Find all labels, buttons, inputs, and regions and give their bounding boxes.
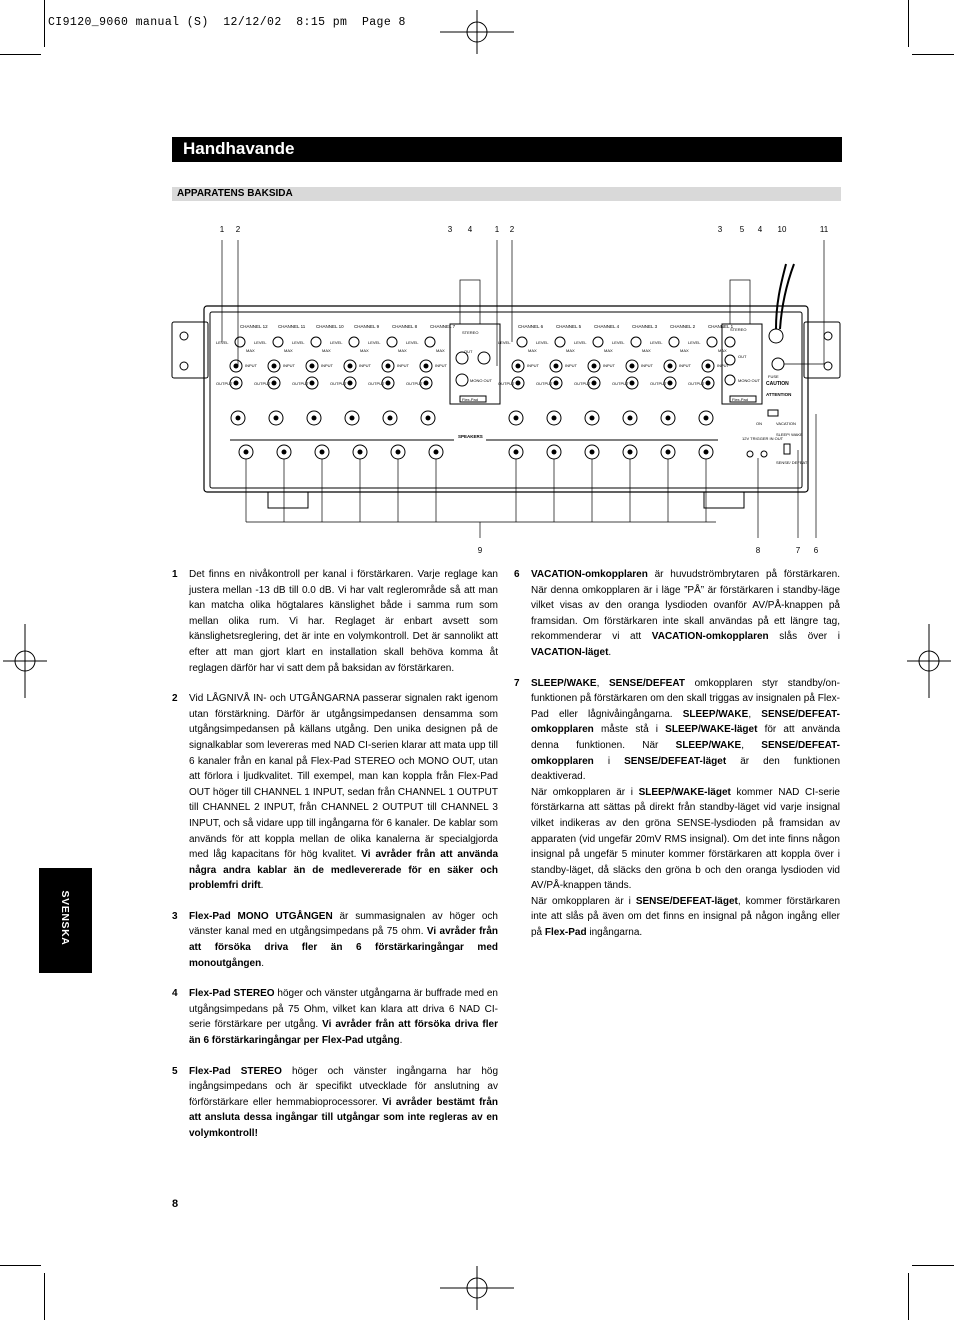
speaker-terminal-center [628,416,633,421]
speaker-terminal-center [552,416,557,421]
input-label: INPUT [321,363,333,368]
rear-panel-diagram [170,220,842,560]
flexpad-tag-label: Flex-Pad [462,397,479,402]
level-label: LEVEL [292,340,305,345]
max-label: MAX [360,348,369,353]
input-label: INPUT [679,363,691,368]
speaker-terminal-center [552,450,557,455]
out-label: OUT [738,354,747,359]
output-jack-pin [348,381,353,386]
stereo-label: STEREO [730,327,747,332]
callout-number: 3 [447,225,453,234]
input-label: INPUT [565,363,577,368]
max-label: MAX [284,348,293,353]
attention-label: ATTENTION [766,392,792,397]
trigger-jack [761,451,767,457]
input-label: INPUT [397,363,409,368]
max-label: MAX [436,348,445,353]
mono-out-label: MONO OUT [470,378,492,383]
callout-number: 10 [777,225,787,234]
max-label: MAX [642,348,651,353]
caution-label: CAUTION [766,381,789,387]
channel-label: CHANNEL 8 [392,324,418,329]
section-title: APPARATENS BAKSIDA [177,188,293,199]
callout-number: 5 [739,225,745,234]
speaker-terminal-center [396,450,401,455]
input-jack-pin [516,364,521,369]
page-title: Handhavande [183,139,295,158]
list-item [514,567,840,661]
rack-ear-left [172,322,208,378]
vacation-label: VACATION [776,421,796,426]
level-knob [631,337,641,347]
level-knob [425,337,435,347]
channel-label: CHANNEL 4 [594,324,620,329]
input-jack-pin [554,364,559,369]
item-text: Det finns en nivåkontroll per kanal i förstärkaren. Varje reglage kan justera mellan -13 dB till 0.0 dB. Vi har valt reglerområde så att man kan matcha olika högtalares känslighet både i samma rum som mellan olika rum. Vi har. Reglaget är enbart avsett som känslighetsreglering, det är inte en volymkontroll. Det är sannolikt att efter att man gjort klart en installation skall behöva komma åt reglagen därför har vi satt dem på baksidan av förstärkaren. [189,569,498,674]
level-knob [669,337,679,347]
registration-mark-left [3,624,47,698]
flexpad-jack [725,375,735,385]
input-label: INPUT [717,363,729,368]
rack-ear-right [804,322,840,378]
speaker-terminal-center [274,416,279,421]
level-knob [311,337,321,347]
level-label: LEVEL [574,340,587,345]
speaker-terminal-center [388,416,393,421]
registration-mark-top [440,10,514,54]
output-jack-pin [516,381,521,386]
list-item [514,676,840,941]
max-label: MAX [322,348,331,353]
trigger-label: 12V TRIGGER IN OUT [742,436,784,441]
level-label: LEVEL [612,340,625,345]
level-knob [387,337,397,347]
speaker-terminal-center [244,450,249,455]
level-knob [235,337,245,347]
flexpad-jack [725,337,735,347]
level-knob [273,337,283,347]
speaker-terminal-center [312,416,317,421]
channel-label: CHANNEL 6 [518,324,544,329]
input-label: INPUT [359,363,371,368]
max-label: MAX [680,348,689,353]
speaker-terminal-center [350,416,355,421]
channel-label: CHANNEL 3 [632,324,658,329]
language-tab [39,868,92,973]
callout-number: 1 [219,225,225,234]
item-number: 2 [172,693,178,705]
flexpad-jack [456,374,468,386]
speaker-terminal-center [514,416,519,421]
callout-bracket [460,280,480,324]
callout-number: 4 [757,225,763,234]
callout-number: 8 [755,546,761,555]
speaker-terminal-center [628,450,633,455]
item-number: 7 [514,677,520,689]
output-label: OUTPUT [650,381,667,386]
callout-number: 4 [467,225,473,234]
channel-label: CHANNEL 11 [278,324,306,329]
rack-ear-hole [180,332,188,340]
output-label: OUTPUT [612,381,629,386]
input-jack-pin [630,364,635,369]
registration-mark-right [907,624,951,698]
output-label: OUTPUT [216,381,233,386]
output-label: OUTPUT [292,381,309,386]
input-label: INPUT [527,363,539,368]
callout-number: 1 [494,225,500,234]
level-label: LEVEL [498,340,511,345]
level-knob [555,337,565,347]
rack-ear-hole [824,332,832,340]
channel-label: CHANNEL 7 [430,324,456,329]
mono-out-label: MONO OUT [738,378,760,383]
input-jack-pin [592,364,597,369]
output-label: OUTPUT [368,381,385,386]
rack-ear-hole [824,362,832,370]
on-label: ON [756,421,762,426]
input-jack-pin [348,364,353,369]
speaker-terminal-center [236,416,241,421]
speaker-terminal-center [426,416,431,421]
output-label: OUTPUT [536,381,553,386]
left-column [172,567,498,1157]
item-text: Flex-Pad MONO UTGÅNGEN är summasignalen av höger och vänster kanal med en utgångsimpedans på 75 ohm. Vi avråder från att försöka driva fler än 6 förstärkaringångar med monoutgången. [189,910,498,969]
right-column [514,567,840,956]
level-knob [349,337,359,347]
max-label: MAX [246,348,255,353]
speaker-terminal-center [704,416,709,421]
power-inlet [769,329,783,343]
input-label: INPUT [435,363,447,368]
output-label: OUTPUT [330,381,347,386]
input-jack-pin [386,364,391,369]
max-label: MAX [528,348,537,353]
list-item [172,567,498,676]
chassis [204,306,808,492]
language-label: SVENSKA [59,890,71,946]
callout-number: 2 [509,225,515,234]
level-label: LEVEL [650,340,663,345]
list-item [172,909,498,971]
vacation-switch [768,410,778,416]
speaker-terminal-center [704,450,709,455]
level-label: LEVEL [368,340,381,345]
fuse-label: FUSE [768,374,779,379]
print-slug: CI9120_9060 manual (S) 12/12/02 8:15 pm Page 8 [48,16,406,29]
output-label: OUTPUT [574,381,591,386]
speaker-terminal-center [282,450,287,455]
sense-defeat-label: SENSE/ DEFEAT [776,460,808,465]
channel-label: CHANNEL 2 [670,324,696,329]
out-label: OUT [464,349,473,354]
output-label: OUTPUT [688,381,705,386]
output-jack-pin [424,381,429,386]
input-label: INPUT [283,363,295,368]
output-jack-pin [554,381,559,386]
level-label: LEVEL [330,340,343,345]
item-text: Flex-Pad STEREO höger och vänster utgångarna är buffrade med en utgångsimpedans på 75 Ohm, vilket kan klara att driva 6 NAD CI-serie förstärkare per utgång. Vi avråder från att försöka driva fler än 6 förstärkaringångar per Flex-Pad utgång. [189,988,498,1047]
speaker-terminal-center [590,416,595,421]
max-label: MAX [604,348,613,353]
max-label: MAX [718,348,727,353]
output-jack-pin [234,381,239,386]
speaker-terminal-center [590,450,595,455]
chassis-inner [210,312,802,488]
speaker-terminal-center [666,416,671,421]
output-jack-pin [706,381,711,386]
channel-label: CHANNEL 5 [556,324,582,329]
max-label: MAX [566,348,575,353]
input-jack-pin [668,364,673,369]
stereo-label: STEREO [462,330,479,335]
flex-pad-block [450,324,500,404]
foot [268,492,308,508]
input-label: INPUT [245,363,257,368]
power-cord [780,264,794,329]
list-item [172,1064,498,1142]
list-item [172,691,498,894]
input-jack-pin [706,364,711,369]
item-text: Vid LÅGNIVÅ IN- och UTGÅNGARNA passerar signalen rakt igenom utan förstärkning. Därför är utgångsimpedansen densamma som utgångsimpedansen på källans utgång. Den unika designen på de signalkablar som levereras med NAD CI-serien klarar att mata upp till 6 kanaler från en kanal på Flex-Pad STEREO och MONO OUT, utan att förlora i ljudkvalitet. Till exempel, man kan koppla från Flex-Pad OUT höger till CHANNEL 1 INPUT, sedan från CHANNEL 1 OUTPUT till CHANNEL 2 INPUT, från CHANNEL 2 OUTPUT till CHANNEL 3 INPUT, och så vidare upp till ingångarna för 6 kanaler. De kablar som används för att koppla mellan de olika kanalerna är specialgjorda med låg kapacitans för hög kvalitet. Vi avråder från att använda några andra kablar än de medlevererade för en säker och problemfri drift. [189,693,499,892]
sleep-wake-switch [784,444,790,454]
input-label: INPUT [603,363,615,368]
input-jack-pin [272,364,277,369]
speaker-terminal-center [320,450,325,455]
callout-number: 11 [819,225,829,234]
speaker-terminal-center [666,450,671,455]
level-label: LEVEL [536,340,549,345]
callout-number: 6 [813,546,819,555]
input-jack-pin [310,364,315,369]
output-jack-pin [630,381,635,386]
level-label: LEVEL [216,340,229,345]
output-jack-pin [272,381,277,386]
output-jack-pin [592,381,597,386]
speaker-terminal-center [514,450,519,455]
item-text: SLEEP/WAKE, SENSE/DEFEAT omkopplaren styr standby/on-funktionen på förstärkaren om den skall triggas av insignalen på Flex-Pad eller lågnivåingångarna. SLEEP/WAKE, SENSE/DEFEAT-omkopplaren måste stå i SLEEP/WAKE-läget för att använda denna funktionen. När SLEEP/WAKE, SENSE/DEFEAT-omkopplaren i SENSE/DEFEAT-läget är den funktionen deaktiverad. När omkopplaren är i SLEEP/WAKE-läget kommer NAD CI-serie förstärkarna att sättas på direkt från standby-läget vid varje insignal vilket indikeras av den gröna SENSE-lysdioden på framsidan av apparaten (vid ungefär 20mV RMS insignal). Om det inte finns någon insignal på ungefär 5 minuter kommer förstärkaren att koppla över i standby-läget, då släcks den gröna b och den oranga lysdioden vid AV/PÅ-knappen tänds. När omkopplaren är i SENSE/DEFEAT-läget, kommer förstärkaren inte att slås på även om det finns en insignal på någon ingång eller på Flex-Pad ingångarna. [531,677,841,939]
item-number: 3 [172,910,178,922]
speaker-terminal-center [358,450,363,455]
level-label: LEVEL [688,340,701,345]
callout-number: 3 [717,225,723,234]
input-jack-pin [424,364,429,369]
trigger-jack [747,451,753,457]
level-label: LEVEL [406,340,419,345]
registration-mark-bottom [440,1266,514,1310]
flexpad-tag-label: Flex-Pad [732,397,749,402]
foot [704,492,744,508]
rack-ear-hole [180,362,188,370]
list-item [172,986,498,1048]
output-jack-pin [386,381,391,386]
item-number: 4 [172,988,178,1000]
output-label: OUTPUT [498,381,515,386]
callout-bracket [730,280,750,324]
title-bar [172,137,842,162]
level-label: LEVEL [254,340,267,345]
item-text: VACATION-omkopplaren är huvudströmbrytaren på förstärkaren. När denna omkopplaren är i läge ”PÅ” är förstärkaren i standby-läge vilket visas av den oranga lysdioden ovanför AV/PÅ-knappen på framsidan. Om förstärkaren inte skall användas på ett längre tag, rekommenderar vi att VACATION-omkopplaren slås över i VACATION-läget. [531,569,840,658]
level-knob [517,337,527,347]
sleep-wake-label: SLEEP/ WAKE [776,432,803,437]
channel-label: CHANNEL 9 [354,324,380,329]
channel-label: CHANNEL 1 [708,324,734,329]
output-label: OUTPUT [254,381,271,386]
speaker-terminal-center [434,450,439,455]
speakers-label: SPEAKERS [458,434,483,439]
level-knob [707,337,717,347]
channel-label: CHANNEL 10 [316,324,344,329]
output-label: OUTPUT [406,381,423,386]
section-header [172,187,841,201]
item-number: 5 [172,1065,178,1077]
item-number: 1 [172,569,178,580]
page-number: 8 [172,1198,179,1210]
input-label: INPUT [641,363,653,368]
callout-number: 2 [235,225,241,234]
item-number: 6 [514,569,520,580]
max-label: MAX [398,348,407,353]
flexpad-jack [725,355,735,365]
output-jack-pin [668,381,673,386]
channel-label: CHANNEL 12 [240,324,268,329]
output-jack-pin [310,381,315,386]
level-knob [593,337,603,347]
fuse-holder [772,358,784,370]
item-text: Flex-Pad STEREO höger och vänster ingångarna har hög ingångsimpedans och är specifikt utvecklade för anslutning av förförstärkare eller hemmabioprocessorer. Vi avråder bestämt från att ansluta dessa ingångar till utgångar som inte regleras av en volymkontroll! [189,1065,498,1139]
callout-number: 9 [477,546,483,555]
callout-number: 7 [795,546,801,555]
flexpad-jack [478,352,490,364]
